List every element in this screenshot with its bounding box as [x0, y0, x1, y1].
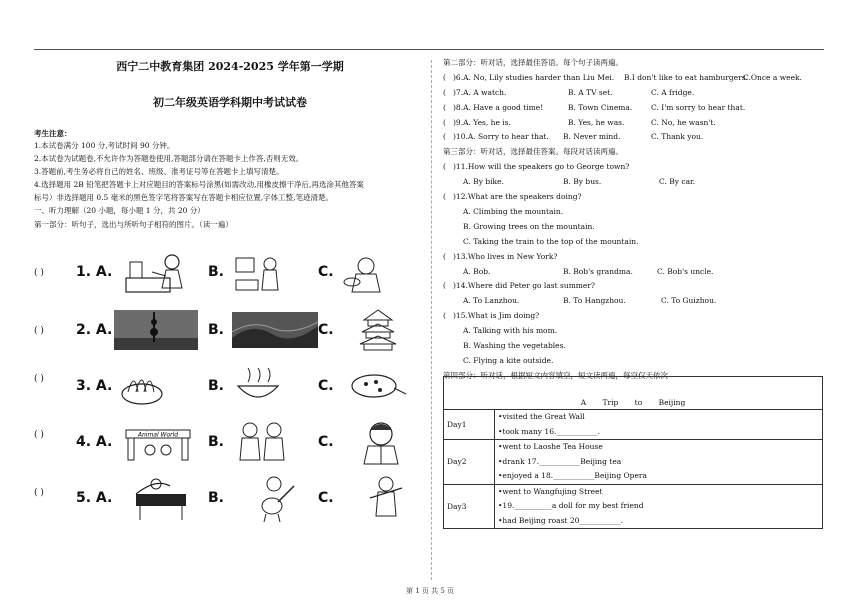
question-stem: )12.What are the speakers doing? — [453, 192, 582, 202]
question-stem: )11.How will the speakers go to George town? — [453, 162, 630, 172]
day-item: •went to Laoshe Tea House — [498, 442, 603, 451]
cooking-picture — [232, 254, 292, 296]
option-b-label: B. — [208, 378, 224, 394]
notice-heading: 考生注意： — [34, 129, 72, 138]
top-rule — [34, 49, 824, 50]
piano-picture — [126, 476, 196, 522]
option-a: )9.A. Yes, he is. — [453, 117, 511, 127]
option-c: C. A fridge. — [651, 87, 695, 97]
option-b: B. To Hangzhou. — [563, 296, 626, 306]
option-c-label: C. — [318, 434, 334, 450]
right-column — [443, 56, 828, 525]
question-14-options — [443, 294, 828, 309]
option-a: )6.A. No, Lily studies harder than Liu Mei. — [453, 72, 615, 82]
trip-table-title: A Trip to Beijing — [444, 377, 823, 410]
option-b: B. Bob's grandma. — [563, 266, 633, 276]
question-stem: )14.Where did Peter go last summer? — [453, 281, 595, 291]
animal-world-gate-picture — [120, 420, 196, 464]
answer-paren: ( ) — [34, 374, 44, 384]
option-c: C. Taking the train to the top of the mountain. — [463, 236, 639, 246]
part2-heading: 第二部分：听对话，选择最佳答语。每个句子读两遍。 — [443, 58, 623, 67]
answer-paren: ( — [443, 132, 446, 142]
question-10 — [443, 130, 828, 145]
option-c: C.Once a week. — [743, 72, 802, 82]
exam-title-line2: 初二年级英语学科期中考试试卷 — [153, 96, 307, 109]
day-label: Day2 — [444, 440, 495, 485]
option-b: B. Town Cinema. — [568, 102, 633, 112]
option-b: B. By bus. — [563, 177, 602, 187]
question-number: 1. A. — [76, 264, 113, 280]
option-c-label: C. — [318, 378, 334, 394]
picture-question-5 — [34, 476, 426, 522]
day-items — [495, 484, 823, 529]
part3-heading: 第三部分：听对话，选择最佳答案。每段对话读两遍。 — [443, 147, 623, 157]
option-a: A. Bob. — [463, 266, 491, 276]
boy-portrait-picture — [356, 420, 406, 466]
question-6 — [443, 71, 828, 86]
answer-paren: ( — [443, 281, 446, 291]
question-14 — [443, 279, 828, 294]
question-13-options — [443, 265, 828, 280]
answer-paren: ( — [443, 72, 446, 82]
left-column — [34, 56, 426, 231]
fill-blank-19[interactable]: •19.__________a doll for my best friend — [498, 501, 644, 510]
section1-heading: 一、听力理解（20 小题，每小题 1 分，共 20 分） — [34, 206, 205, 215]
option-c: C. Flying a kite outside. — [463, 355, 554, 365]
option-a: A. By bike. — [463, 177, 504, 187]
option-c: C. Bob's uncle. — [657, 266, 714, 276]
answer-paren: ( ) — [34, 326, 44, 336]
option-c: C. To Guizhou. — [661, 296, 717, 306]
great-wall-picture — [232, 312, 318, 348]
exam-title-line1: 西宁二中教育集团 2024-2025 学年第一学期 — [116, 60, 344, 73]
pizza-picture — [344, 370, 408, 404]
fill-blank-20[interactable]: •had Beijing roast 20___________. — [498, 515, 623, 525]
option-c: C. I'm sorry to hear that. — [651, 102, 746, 112]
day-label: Day1 — [444, 410, 495, 440]
picture-question-4 — [34, 420, 426, 466]
day-item: •went to Wangfujing Street — [498, 486, 603, 496]
day-items — [495, 440, 823, 485]
fill-blank-16[interactable]: •took many 16.___________. — [498, 426, 600, 436]
option-b: B. Never mind. — [563, 132, 621, 142]
picture-question-2 — [34, 308, 426, 354]
notice-item: 2.本试卷为试题卷,不允许作为答题卷使用,答题部分请在答题卡上作答,否则无效。 — [34, 154, 304, 163]
question-15 — [443, 309, 828, 324]
answer-paren: ( — [443, 102, 446, 112]
option-b-label: B. — [208, 322, 224, 338]
noodles-picture — [114, 364, 170, 408]
option-b: B. Washing the vegetables. — [463, 341, 566, 351]
question-8 — [443, 101, 828, 116]
option-a: )10.A. Sorry to hear that. — [453, 132, 549, 142]
option-a: A. To Lanzhou. — [463, 296, 520, 306]
option-b: B. A TV set. — [568, 87, 613, 97]
option-b-label: B. — [208, 490, 224, 506]
answer-paren: ( ) — [34, 268, 44, 278]
option-b: B. Growing trees on the mountain. — [463, 221, 595, 231]
oriental-pearl-tower-picture — [114, 310, 198, 350]
question-number: 5. A. — [76, 490, 113, 506]
notice-item: 4.选择题用 2B 铅笔把答题卡上对应题目的答案标号涂黑(如需改动,用橡皮擦干净后,再选涂其他答案 — [34, 180, 364, 189]
temple-of-heaven-picture — [356, 308, 400, 352]
question-number: 4. A. — [76, 434, 113, 450]
picture-question-3 — [34, 364, 426, 410]
person-eating-picture — [340, 254, 396, 296]
soup-picture — [230, 364, 286, 408]
question-stem: )13.Who lives in New York? — [453, 251, 558, 261]
answer-paren: ( ) — [34, 430, 44, 440]
day-items — [495, 410, 823, 440]
option-c: C. By car. — [659, 177, 696, 187]
question-12 — [443, 190, 828, 205]
question-9 — [443, 116, 828, 131]
day-item: •visited the Great Wall — [498, 412, 585, 421]
notice-item: 1.本试卷满分 100 分,考试时间 90 分钟。 — [34, 141, 175, 150]
option-b-label: B. — [208, 434, 224, 450]
answer-paren: ( — [443, 251, 446, 261]
question-11-options — [443, 175, 828, 190]
question-number: 3. A. — [76, 378, 113, 394]
answer-paren: ( — [443, 87, 446, 97]
animal-world-sign: Animal World — [137, 431, 179, 439]
violin-boy-picture — [364, 476, 408, 522]
option-a: )8.A. Have a good time! — [453, 102, 544, 112]
option-c: C. No, he wasn't. — [651, 117, 716, 127]
picture-question-1 — [34, 252, 426, 298]
picture-questions — [34, 252, 426, 522]
two-kids-picture — [232, 420, 292, 464]
answer-paren: ( ) — [34, 488, 44, 498]
question-13 — [443, 250, 828, 265]
page-footer: 第 1 页 共 5 页 — [405, 587, 455, 595]
option-a: A. Talking with his mom. — [463, 326, 558, 336]
day-label: Day3 — [444, 484, 495, 529]
part4-heading: 第四部分：听对话，根据短文内容填空，短文读两遍，每空仅天依次 — [443, 370, 668, 380]
option-c-label: C. — [318, 490, 334, 506]
question-stem: )15.What is Jim doing? — [453, 311, 540, 321]
trip-table — [443, 376, 823, 529]
fill-blank-17[interactable]: •drank 17.___________Beijing tea — [498, 456, 622, 466]
washing-dishes-picture — [122, 252, 192, 298]
option-c: C. Thank you. — [651, 132, 704, 142]
answer-paren: ( — [443, 192, 446, 202]
question-number: 2. A. — [76, 322, 113, 338]
option-c-label: C. — [318, 322, 334, 338]
notice-item: 标号）非选择题用 0.5 毫米的黑色签字笔将答案写在答题卡相应位置,字体工整,笔迹清楚。 — [34, 193, 333, 202]
question-7 — [443, 86, 828, 101]
answer-paren: ( — [443, 117, 446, 127]
fill-blank-18[interactable]: •enjoyed a 18.___________Beijing Opera — [498, 471, 647, 480]
option-a: )7.A. A watch. — [453, 87, 507, 97]
answer-paren: ( — [443, 311, 446, 321]
option-b: B.I don't like to eat hamburgers. — [624, 72, 748, 82]
question-11 — [443, 160, 828, 175]
guitar-girl-picture — [250, 476, 300, 522]
column-divider — [431, 60, 432, 580]
option-b-label: B. — [208, 264, 224, 280]
option-b: B. Yes, he was. — [568, 117, 625, 127]
part1-heading: 第一部分：听句子，选出与所听句子相符的图片。（读一遍） — [34, 220, 233, 229]
notice-item: 3.答题前,考生务必将自己的姓名、班级、准考证号等在答题卡上填写清楚。 — [34, 167, 284, 176]
option-a: A. Climbing the mountain. — [463, 206, 564, 216]
answer-paren: ( — [443, 162, 446, 172]
option-c-label: C. — [318, 264, 334, 280]
